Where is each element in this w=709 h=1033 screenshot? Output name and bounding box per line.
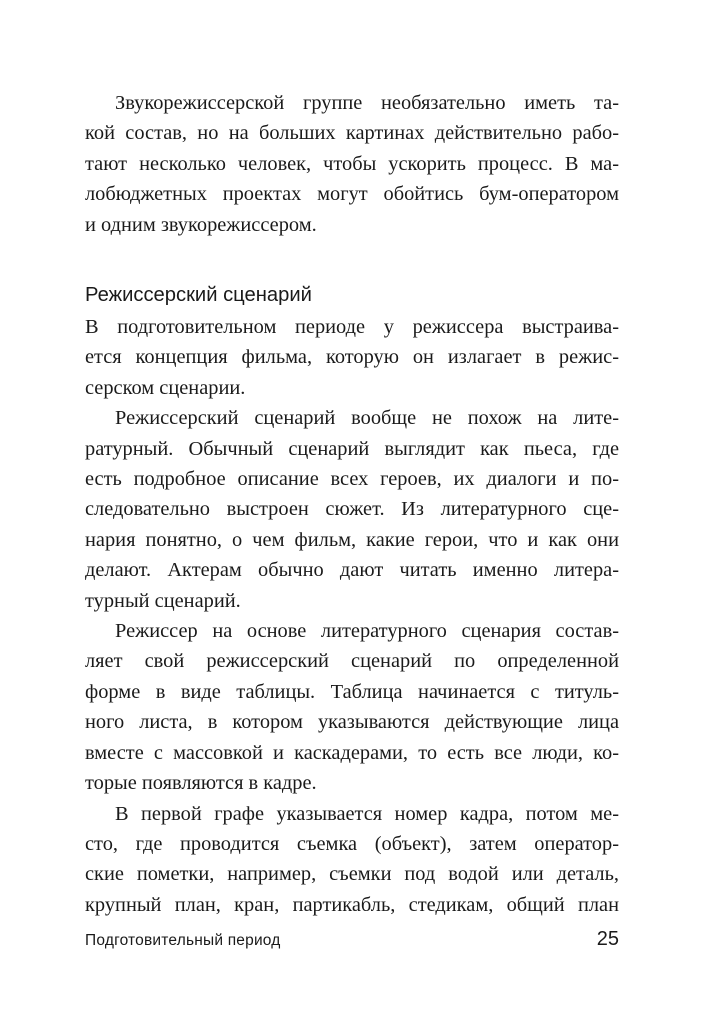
section-heading: Режиссерский сценарий [85, 284, 312, 306]
text-line: серском сценарии. [85, 376, 246, 399]
text-line: и одним звукорежиссером. [85, 213, 317, 236]
text-line: лобюджетных проектах могут обойтись бум-оператором [85, 183, 619, 206]
section-body [85, 312, 619, 920]
text-line: торые появляются в кадре. [85, 772, 317, 795]
text-line: следовательно выстроен сюжет. Из литературного сце- [85, 498, 619, 521]
text-line: есть подробное описание всех героев, их диалоги и по- [85, 468, 619, 491]
text-line: В подготовительном периоде у режиссера выстраива- [85, 316, 619, 338]
text-line: крупный план, кран, партикабль, стедикам, общий план [85, 893, 619, 916]
intro-paragraph [85, 88, 619, 240]
text-line: сто, где проводится съемка (объект), затем оператор- [85, 832, 619, 855]
text-line: форме в виде таблицы. Таблица начинается с титуль- [85, 680, 619, 703]
text-line: турный сценарий. [85, 589, 241, 612]
running-title: Подготовительный период [85, 932, 281, 949]
text-line: ратурный. Обычный сценарий выглядит как пьеса, где [85, 437, 619, 460]
text-line: ется концепция фильма, которую он излагает в режис- [85, 346, 619, 369]
text-line: Режиссерский сценарий вообще не похож на лите- [115, 407, 619, 430]
text-line: делают. Актерам обычно дают читать именно литера- [85, 559, 619, 582]
page-number: 25 [596, 928, 619, 950]
page-footer [85, 928, 619, 952]
text-line: ляет свой режиссерский сценарий по определенной [85, 650, 619, 673]
book-page [85, 88, 619, 916]
text-line: вместе с массовкой и каскадерами, то есть все люди, ко- [85, 741, 619, 764]
text-line: тают несколько человек, чтобы ускорить процесс. В ма- [85, 152, 619, 175]
text-line: ного листа, в котором указываются действующие лица [85, 711, 619, 734]
text-line: В первой графе указывается номер кадра, потом ме- [115, 802, 619, 825]
text-line: Звукорежиссерской группе необязательно иметь та- [115, 92, 619, 114]
text-line: нария понятно, о чем фильм, какие герои, что и как они [85, 528, 619, 551]
text-line: кой состав, но на больших картинах действительно рабо- [85, 122, 619, 145]
text-line: ские пометки, например, съемки под водой или деталь, [85, 863, 619, 886]
text-line: Режиссер на основе литературного сценария состав- [115, 620, 619, 643]
